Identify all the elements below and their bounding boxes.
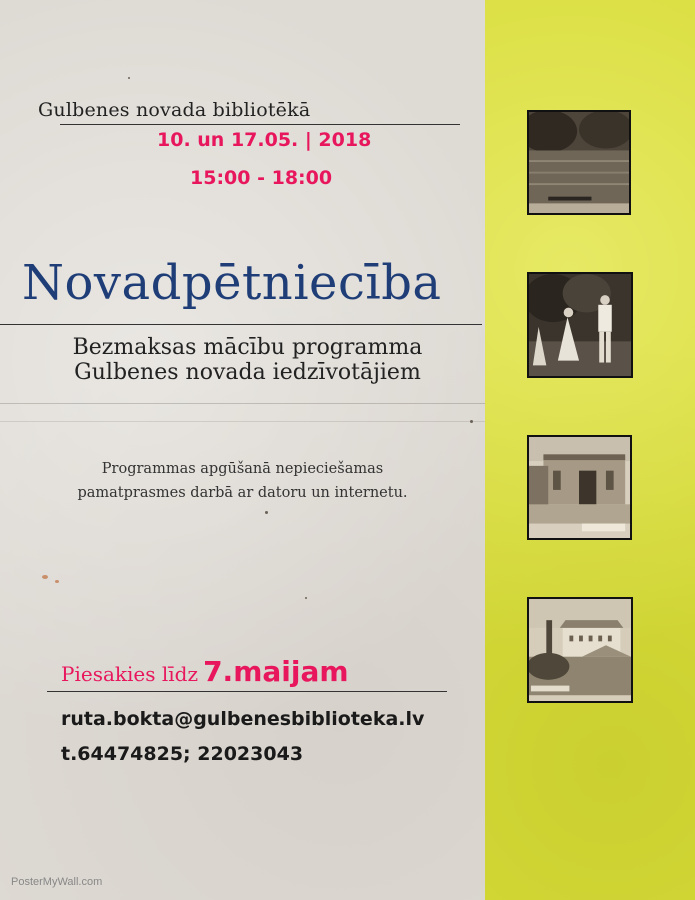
note-line: pamatprasmes darbā ar datoru un internetu.	[77, 485, 408, 501]
paper-speck	[305, 597, 307, 599]
manor-image	[529, 437, 630, 538]
subtitle-line: Bezmaksas mācību programma	[72, 335, 423, 360]
paper-speck	[265, 511, 268, 514]
building-photo	[527, 597, 633, 703]
contact-email[interactable]: ruta.bokta@gulbenesbiblioteka.lv	[61, 708, 425, 730]
dancers-photo	[527, 272, 633, 378]
pond-image	[529, 112, 629, 213]
dancers-image	[529, 274, 631, 376]
paper-speck	[55, 580, 59, 583]
event-dates: 10. un 17.05. | 2018	[157, 129, 372, 151]
title-rule	[0, 324, 482, 325]
event-time: 15:00 - 18:00	[190, 167, 333, 189]
paper-speck	[128, 77, 130, 79]
manor-photo	[527, 435, 632, 540]
building-image	[529, 599, 631, 701]
header-rule	[60, 124, 460, 125]
signup-rule	[47, 691, 447, 692]
watermark: PosterMyWall.com	[11, 876, 103, 888]
paper-crease	[0, 421, 485, 422]
page-title: Novadpētniecība	[22, 255, 442, 311]
pond-photo	[527, 110, 631, 215]
deadline-prefix: Piesakies līdz	[61, 662, 198, 686]
requirements-note	[0, 457, 485, 505]
deadline-date: 7.maijam	[203, 655, 349, 688]
paper-crease	[0, 403, 485, 404]
library-name: Gulbenes novada bibliotēkā	[38, 99, 311, 121]
note-line: Programmas apgūšanā nepieciešamas	[101, 461, 384, 477]
signup-deadline	[61, 655, 349, 688]
paper-speck	[42, 575, 48, 579]
contact-phone: t.64474825; 22023043	[61, 743, 304, 765]
paper-speck	[470, 420, 473, 423]
subtitle	[0, 335, 495, 385]
subtitle-line: Gulbenes novada iedzīvotājiem	[74, 360, 421, 385]
